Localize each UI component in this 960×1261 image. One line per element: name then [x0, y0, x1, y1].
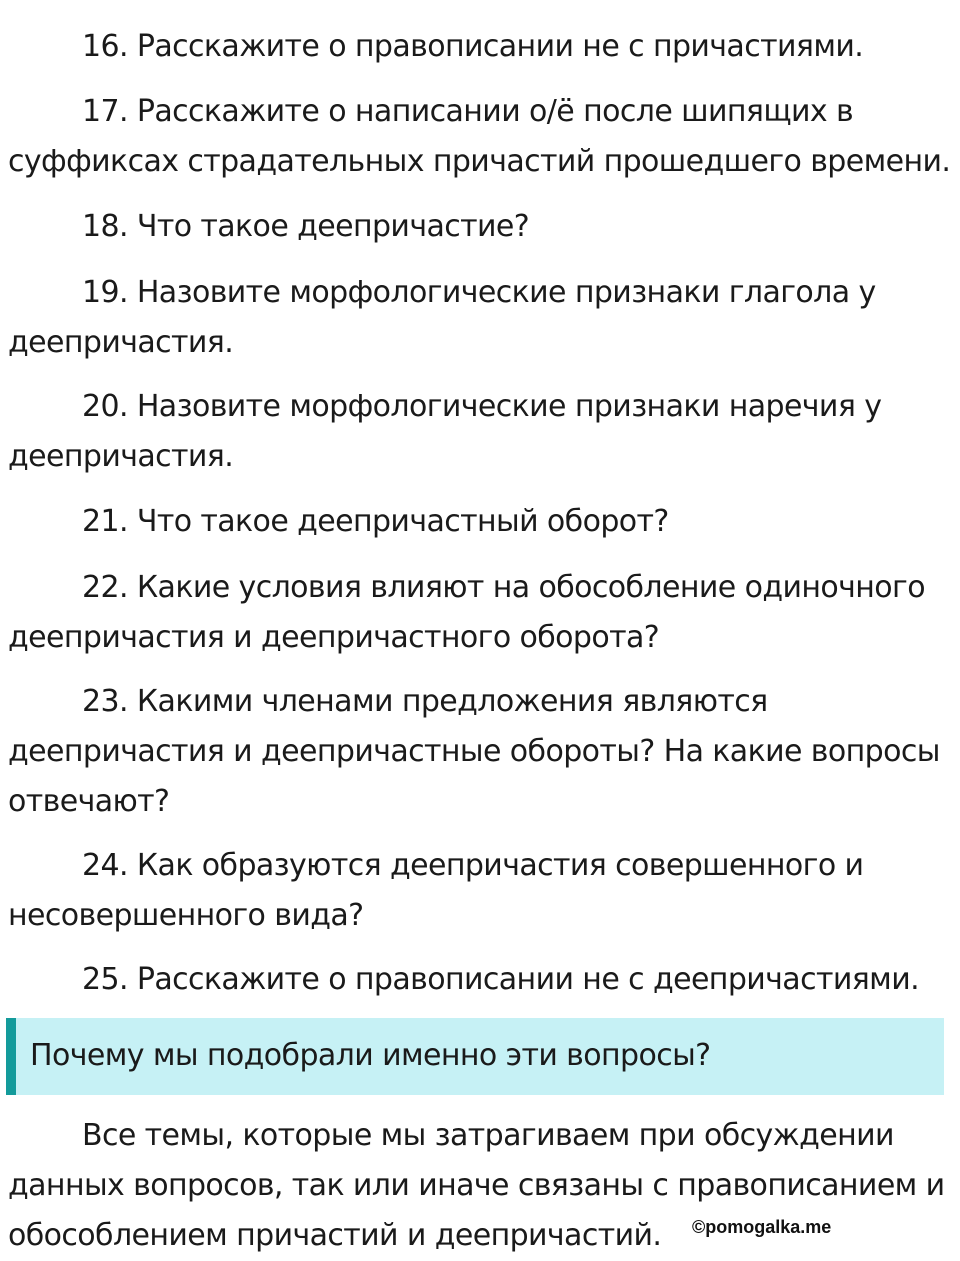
question-25: 25. Расскажите о правописании не с деепричастиями. — [82, 962, 920, 997]
question-20: 20. Назовите морфологические признаки наречия у деепричастия. — [8, 389, 882, 474]
question-19: 19. Назовите морфологические признаки глагола у деепричастия. — [8, 275, 876, 360]
section-callout — [6, 1018, 944, 1095]
question-16: 16. Расскажите о правописании не с причастиями. — [82, 29, 864, 64]
callout-heading: Почему мы подобрали именно эти вопросы? — [30, 1038, 711, 1073]
question-17: 17. Расскажите о написании о/ё после шипящих в суффиксах страдательных причастий прошедшего времени. — [8, 94, 951, 179]
question-21: 21. Что такое деепричастный оборот? — [82, 504, 669, 539]
question-18: 18. Что такое деепричастие? — [82, 209, 530, 244]
answer-paragraph: Все темы, которые мы затрагиваем при обсуждении данных вопросов, так или иначе связаны с правописанием и обособлением причастий и деепричастий. — [8, 1118, 945, 1253]
question-23: 23. Какими членами предложения являются деепричастия и деепричастные обороты? На какие вопросы отвечают? — [8, 684, 940, 819]
watermark: ©pomogalka.me — [692, 1217, 832, 1237]
question-24: 24. Как образуются деепричастия совершенного и несовершенного вида? — [8, 848, 864, 933]
question-22: 22. Какие условия влияют на обособление одиночного деепричастия и деепричастного оборота? — [8, 570, 925, 655]
